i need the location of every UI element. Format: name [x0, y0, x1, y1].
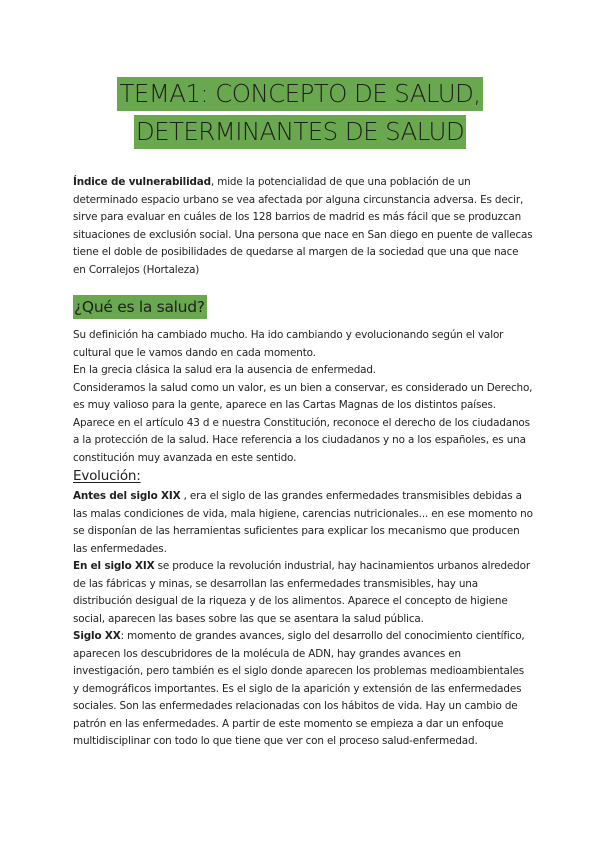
document-title — [0, 77, 600, 149]
evolucion-item-text: se produce la revolución industrial, hay hacinamientos urbanos alrededor de las fábricas y minas, se desarrollan las enfermedades transmisibles, hay una distribución desigual de la riqueza y de los alimentos. Aparece el concepto de higiene social, aparecen las bases sobre las que se asentara la salud pública. — [73, 560, 530, 625]
evolucion-item-term: Antes del siglo XIX — [73, 490, 181, 502]
intro-text: , mide la potencialidad de que una población de un determinado espacio urbano se vea afectada por alguna circunstancia adversa. Es decir, sirve para evaluar en cuáles de los 128 barrios de madrid es más fácil que se produzcan situaciones de exclusión social. Una persona que nace en San diego en puente de vallecas tiene el doble de posibilidades de quedarse al margen de la sociedad que una que nace en Corralejos (Hortaleza) — [73, 176, 533, 276]
evolucion-section-body — [73, 488, 533, 751]
evolucion-item-term: Siglo XX — [73, 630, 121, 642]
evolucion-item — [73, 628, 533, 751]
title-line-2: DETERMINANTES DE SALUD — [134, 115, 466, 149]
salud-paragraph: Consideramos la salud como un valor, es un bien a conservar, es considerado un Derecho, es muy valioso para la gente, aparece en las Cartas Magnas de los distintos países. — [73, 381, 533, 411]
title-line-1: TEMA1: CONCEPTO DE SALUD, — [117, 77, 482, 111]
salud-paragraph: En la grecia clásica la salud era la ausencia de enfermedad. — [73, 364, 376, 376]
salud-section-body — [73, 327, 533, 467]
evolucion-item — [73, 558, 533, 628]
salud-paragraph: Su definición ha cambiado mucho. Ha ido cambiando y evolucionando según el valor cultural que le vamos dando en cada momento. — [73, 329, 504, 359]
evolucion-item-text: , era el siglo de las grandes enfermedades transmisibles debidas a las malas condiciones de vida, mala higiene, carencias nutricionales... en ese momento no se disponían de las herramientas suficientes para explicar los mecanismo que producen las enfermedades. — [73, 490, 533, 555]
intro-paragraph — [73, 174, 533, 279]
evolucion-item — [73, 488, 533, 558]
evolucion-item-text: : momento de grandes avances, siglo del desarrollo del conocimiento científico, aparecen los descubridores de la molécula de ADN, hay grandes avances en investigación, pero también es el siglo donde aparecen los problemas medioambientales y demográficos importantes. Es el siglo de la aparición y extensión de las enfermedades sociales. Son las enfermedades relacionadas con los hábitos de vida. Hay un cambio de patrón en las enfermedades. A partir de este momento se empieza a dar un enfoque multidisciplinar con todo lo que tiene que ver con el proceso salud-enfermedad. — [73, 630, 525, 747]
intro-term: Índice de vulnerabilidad — [73, 176, 211, 188]
salud-paragraph: Aparece en el artículo 43 d e nuestra Constitución, reconoce el derecho de los ciudadanos a la protección de la salud. Hace referencia a los ciudadanos y no a los españoles, es una constitución muy avanzada en este sentido. — [73, 416, 530, 464]
evolucion-item-term: En el siglo XIX — [73, 560, 155, 572]
section-heading-salud: ¿Qué es la salud? — [73, 295, 207, 319]
section-heading-evolucion: Evolución: — [73, 468, 141, 484]
